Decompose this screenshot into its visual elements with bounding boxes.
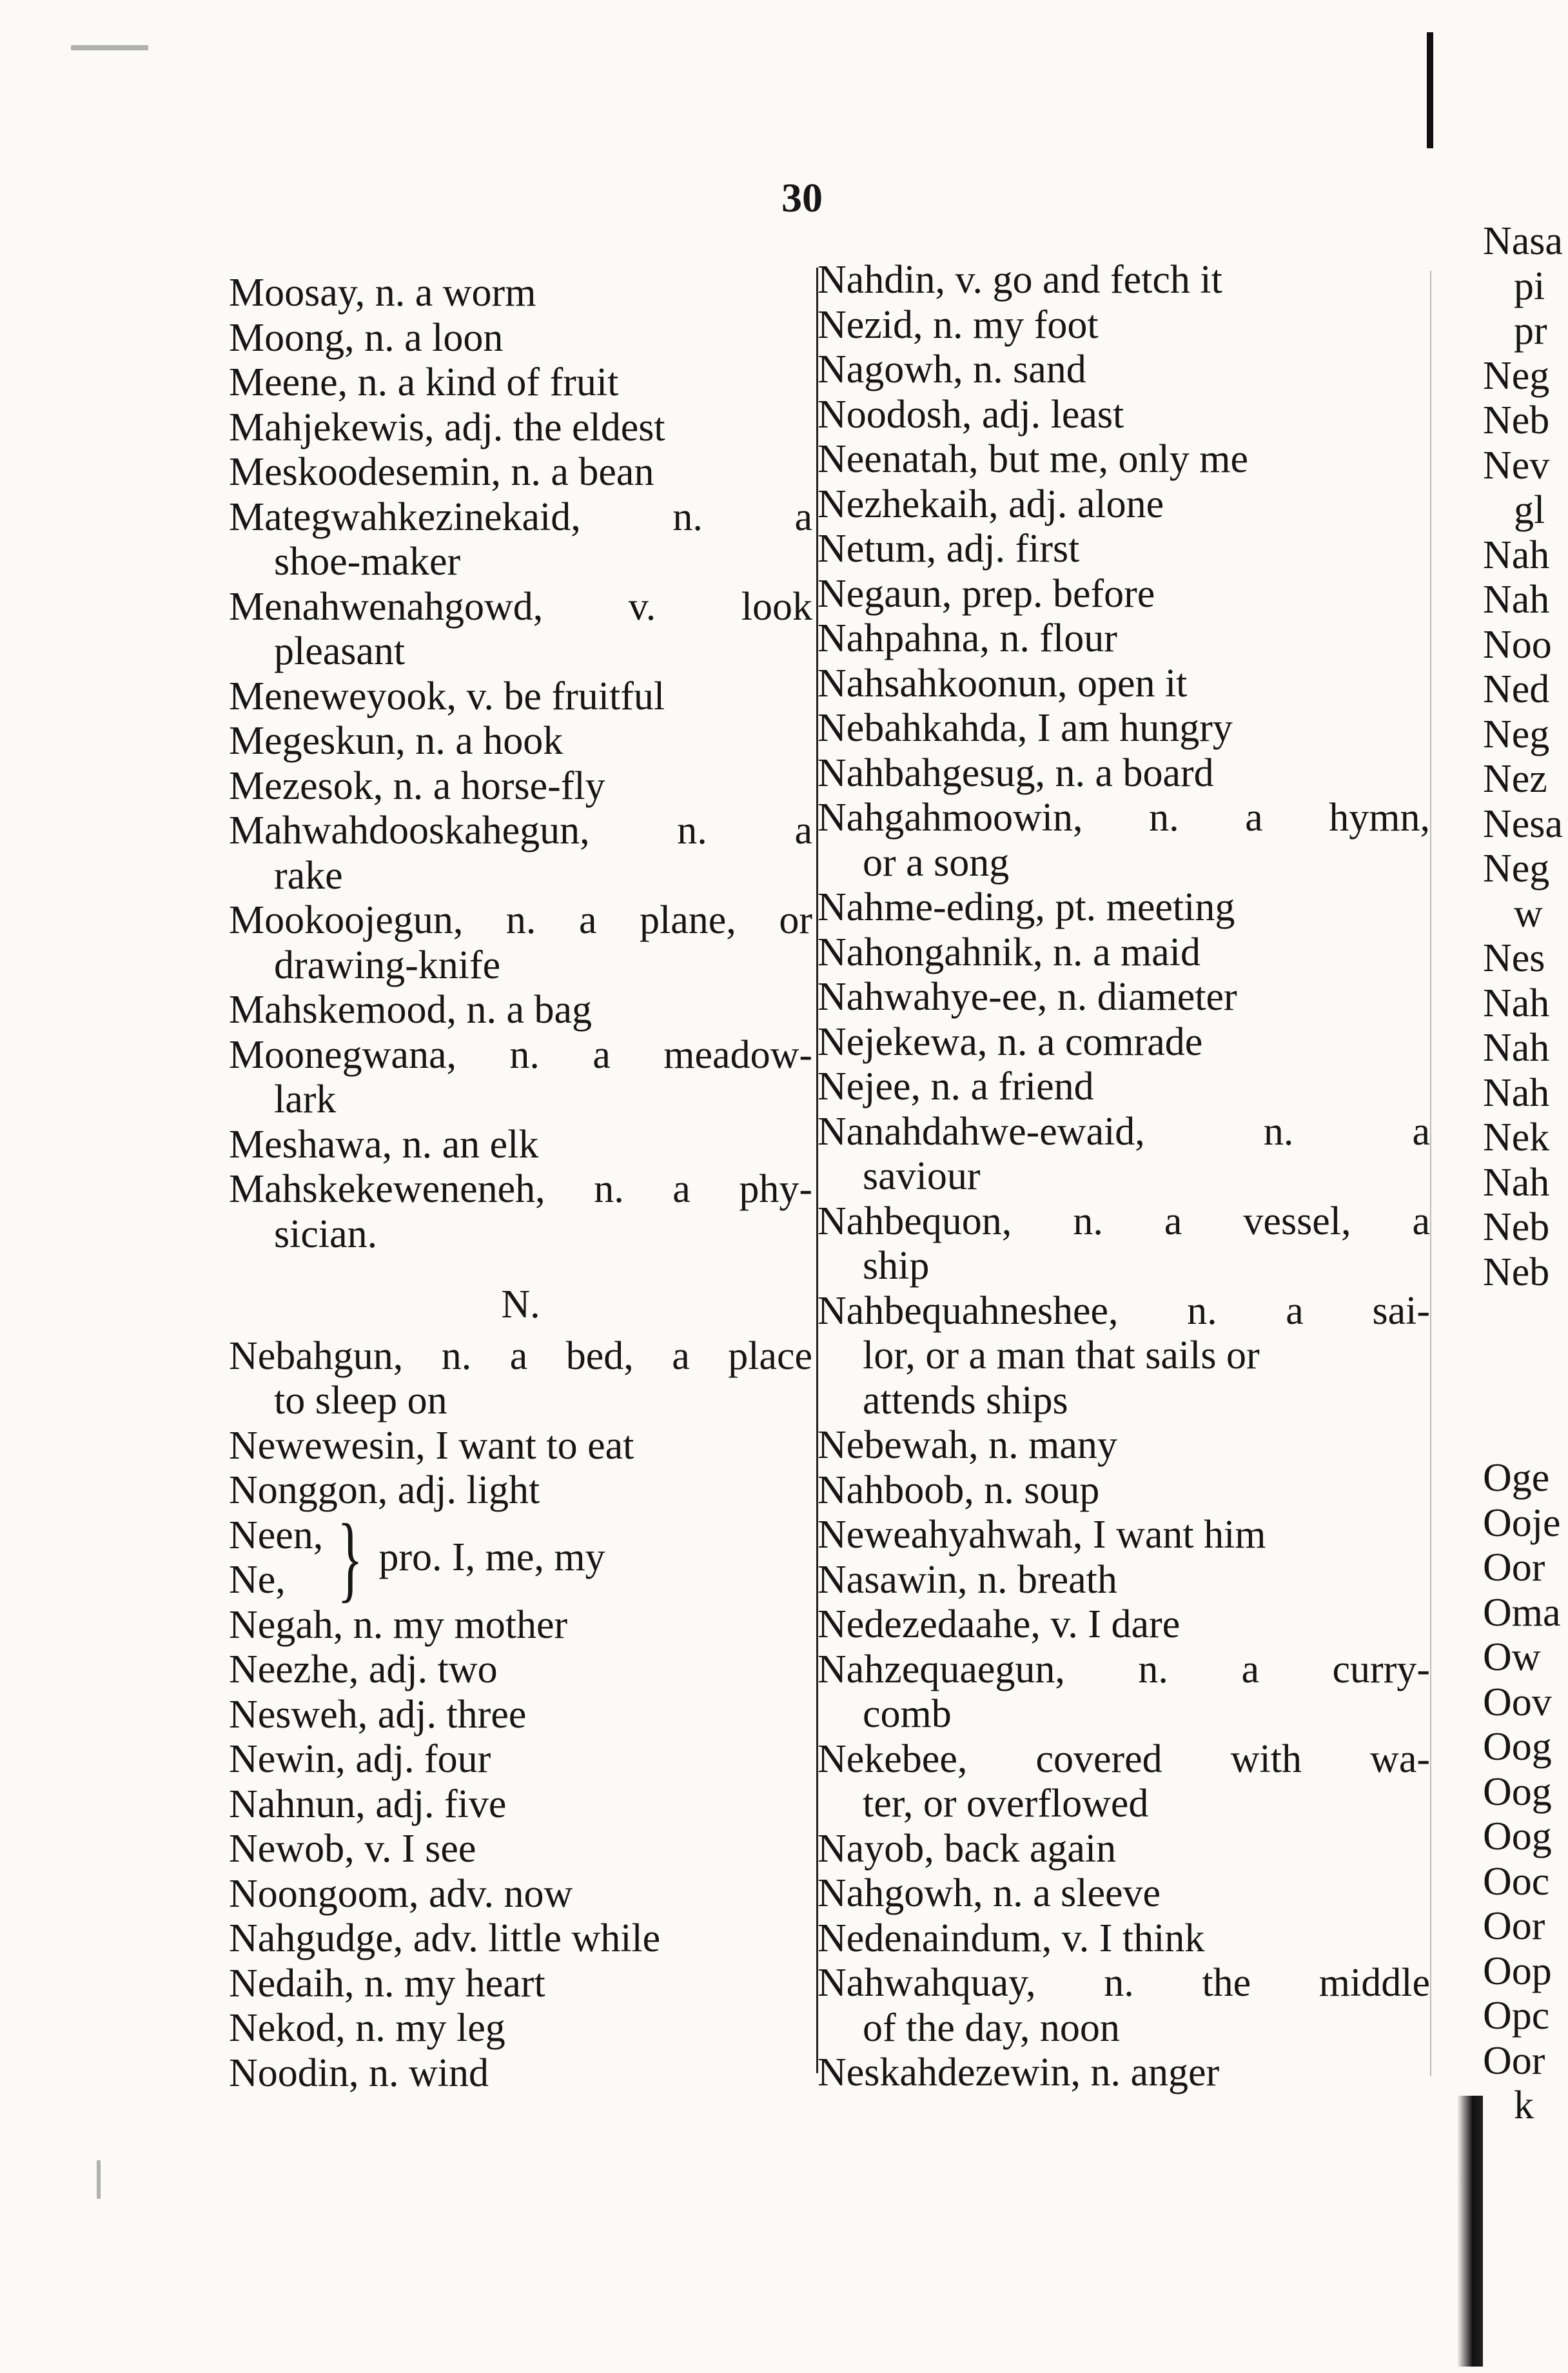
dictionary-entry: [818, 1199, 1430, 1289]
dictionary-entry: [818, 662, 1430, 707]
fragment-entry: Noo: [1483, 622, 1552, 667]
dictionary-entry: [818, 1558, 1430, 1603]
entry-text: Nahzequaegun, n. a curry-: [818, 1647, 1430, 1691]
dictionary-entry: [229, 1648, 812, 1693]
dictionary-entry: [229, 495, 812, 585]
fragment-entry: Nah: [1483, 533, 1550, 577]
entry-continuation: lor, or a man that sails or: [863, 1334, 1260, 1377]
brace-entry: [229, 1504, 812, 1611]
entry-continuation: to sleep on: [274, 1379, 447, 1423]
fragment-entry: Nah: [1483, 1160, 1550, 1205]
dictionary-entry: [229, 1693, 812, 1738]
dictionary-entry: [818, 1602, 1430, 1648]
fragment-entry: Oop: [1483, 1949, 1552, 1993]
fragment-entry: Ned: [1483, 667, 1550, 711]
dictionary-entry: [229, 1033, 812, 1123]
dictionary-entry: [818, 1648, 1430, 1737]
dictionary-entry: [818, 1513, 1430, 1558]
entry-continuation: attends ships: [863, 1378, 1068, 1423]
dictionary-entry: [229, 1603, 812, 1648]
dictionary-entry: [818, 975, 1430, 1020]
fragment-entry: Oog: [1483, 1815, 1552, 1858]
ink-smudge: [97, 2160, 101, 2199]
entry-text: Nahdin, v. go and fetch it: [818, 258, 1222, 302]
entry-text: Newob, v. I see: [229, 1827, 476, 1871]
entry-text: Neenatah, but me, only me: [818, 437, 1249, 481]
dictionary-entry: [818, 885, 1430, 930]
fragment-entry: Oge: [1483, 1456, 1550, 1500]
brace-word-1: Neen,: [229, 1513, 324, 1557]
dictionary-entry: [818, 258, 1430, 303]
dictionary-entry: [818, 1423, 1430, 1468]
entry-text: Nahme-eding, pt. meeting: [818, 885, 1235, 929]
entry-text: Menahwenahgowd, v. look: [229, 584, 812, 629]
dictionary-entry: [818, 437, 1430, 482]
dictionary-entry: [818, 796, 1430, 885]
fragment-entry: Oov: [1483, 1680, 1552, 1724]
fragment-entry: gl: [1514, 488, 1545, 532]
entry-text: Mahjekewis, adj. the eldest: [229, 405, 665, 449]
dictionary-entry: [818, 1289, 1430, 1424]
dictionary-entry: [229, 271, 812, 316]
dictionary-entry: [818, 303, 1430, 348]
dictionary-entry: [818, 616, 1430, 662]
dictionary-entry: [229, 2051, 812, 2096]
entry-text: Nanahdahwe-ewaid, n. a: [818, 1109, 1430, 1154]
entry-text: Nahwahye-ee, n. diameter: [818, 975, 1237, 1019]
dictionary-entry: [818, 1871, 1430, 1916]
dictionary-entry: [229, 1782, 812, 1827]
dictionary-entry: [229, 674, 812, 720]
dictionary-entry: [229, 1962, 812, 2007]
entry-text: Nayob, back again: [818, 1826, 1117, 1871]
entry-continuation: lark: [274, 1078, 337, 1121]
dictionary-entry: [818, 1827, 1430, 1872]
dictionary-entry: [818, 706, 1430, 751]
entry-text: Noongoom, adv. now: [229, 1871, 573, 1916]
dictionary-entry: [229, 360, 812, 406]
dictionary-entry: [229, 1424, 812, 1469]
fragment-entry: Neg: [1483, 712, 1550, 756]
entry-text: Nahsahkoonun, open it: [818, 661, 1188, 705]
dictionary-entry: [818, 930, 1430, 976]
entry-continuation: sician.: [274, 1212, 378, 1256]
entry-text: Meene, n. a kind of fruit: [229, 360, 619, 404]
dictionary-entry: [818, 1110, 1430, 1199]
fragment-entry: Neg: [1483, 353, 1550, 398]
entry-text: Meshawa, n. an elk: [229, 1122, 539, 1167]
fragment-entry: Nez: [1483, 757, 1547, 801]
fragment-entry: Neb: [1483, 1205, 1550, 1249]
entry-text: Moong, n. a loon: [229, 315, 504, 360]
fragment-entry: Nes: [1483, 936, 1545, 980]
entry-continuation: ship: [863, 1244, 930, 1288]
dictionary-entry: [229, 1334, 812, 1424]
dictionary-entry: [818, 1961, 1430, 2051]
entry-text: Nahbequahneshee, n. a sai-: [818, 1288, 1430, 1333]
fragment-entry: Nasa: [1483, 219, 1563, 263]
entry-text: Negah, n. my mother: [229, 1602, 568, 1647]
entry-text: Netum, adj. first: [818, 527, 1080, 571]
fragment-entry: Oor: [1483, 1904, 1545, 1948]
entry-continuation: comb: [863, 1692, 952, 1736]
entry-text: Nahongahnik, n. a maid: [818, 930, 1201, 974]
fragment-entry: Ooc: [1483, 1859, 1550, 1904]
fragment-entry: Nah: [1483, 1070, 1550, 1115]
fragment-entry: Ow: [1483, 1635, 1541, 1679]
entry-text: Meneweyook, v. be fruitful: [229, 674, 665, 718]
entry-text: Neweahyahwah, I want him: [818, 1513, 1266, 1557]
entries-n-part2: [229, 1603, 812, 2096]
dictionary-entry: [229, 1737, 812, 1782]
dictionary-entry: [229, 1123, 812, 1168]
entry-text: Nejee, n. a friend: [818, 1065, 1094, 1108]
dictionary-entry: [818, 1916, 1430, 1962]
entry-text: Newewesin, I want to eat: [229, 1423, 634, 1468]
fragment-entry: Oor: [1483, 2038, 1545, 2083]
entry-continuation: pleasant: [274, 629, 406, 673]
entry-text: Moosay, n. a worm: [229, 271, 536, 315]
entry-text: Megeskun, n. a hook: [229, 719, 564, 763]
entry-text: Nagowh, n. sand: [818, 348, 1086, 391]
ink-smudge: [71, 45, 148, 50]
entry-text: Nasawin, n. breath: [818, 1557, 1117, 1602]
dictionary-entry: [229, 1167, 812, 1257]
entry-text: Nebahkahda, I am hungry: [818, 706, 1233, 750]
section-gap: [1483, 1295, 1568, 1456]
entry-text: Meskoodesemin, n. a bean: [229, 450, 654, 494]
dictionary-entry: [229, 764, 812, 809]
entry-text: Nedenaindum, v. I think: [818, 1916, 1205, 1960]
entry-text: Nahbahgesug, n. a board: [818, 751, 1214, 795]
dictionary-entry: [818, 2051, 1430, 2096]
entry-text: Mahskekeweneneh, n. a phy-: [229, 1167, 812, 1211]
entry-text: Nonggon, adj. light: [229, 1468, 540, 1512]
entry-text: Nahnun, adj. five: [229, 1782, 507, 1826]
fragment-entry: Nek: [1483, 1116, 1550, 1159]
fragment-entry: pi: [1514, 264, 1545, 308]
entry-text: Negaun, prep. before: [818, 571, 1155, 616]
column-middle: [818, 258, 1430, 2096]
dictionary-entry: [229, 2006, 812, 2051]
entry-text: Mezesok, n. a horse-fly: [229, 763, 605, 808]
entry-continuation: ter, or overflowed: [863, 1782, 1149, 1826]
dictionary-entry: [229, 1872, 812, 1917]
entries-m: [229, 271, 812, 1257]
fragment-entry: pr: [1514, 309, 1547, 353]
dictionary-entry: [818, 1737, 1430, 1827]
column-left: [229, 271, 812, 2096]
entry-text: Nezid, n. my foot: [818, 302, 1099, 347]
entry-text: Nahgahmoowin, n. a hymn,: [818, 796, 1430, 840]
entry-text: Nahboob, n. soup: [818, 1468, 1100, 1512]
dictionary-entry: [818, 1065, 1430, 1110]
entry-text: Moonegwana, n. a meadow-: [229, 1032, 812, 1077]
page-number: 30: [781, 175, 823, 221]
entry-continuation: shoe-maker: [274, 540, 461, 584]
dictionary-entry: [818, 482, 1430, 527]
entry-text: Nahpahna, n. flour: [818, 616, 1117, 660]
entry-text: Noodin, n. wind: [229, 2051, 489, 2095]
entry-continuation: of the day, noon: [863, 2005, 1120, 2050]
brace-definition: pro. I, me, my: [378, 1535, 605, 1580]
dictionary-entry: [229, 988, 812, 1033]
dictionary-entry: [229, 898, 812, 988]
entry-text: Nedezedaahe, v. I dare: [818, 1602, 1181, 1646]
entry-text: Neezhe, adj. two: [229, 1648, 498, 1691]
entry-text: Neskahdezewin, n. anger: [818, 2051, 1220, 2094]
fragment-entry: Oma: [1483, 1590, 1561, 1635]
dictionary-entry: [818, 527, 1430, 572]
dictionary-entry: [229, 719, 812, 764]
fragment-entry: Nah: [1483, 1026, 1550, 1070]
dictionary-entry: [229, 1827, 812, 1872]
fragment-entry: w: [1514, 891, 1543, 936]
entry-text: Nekebee, covered with wa-: [818, 1737, 1430, 1781]
dictionary-entry: [229, 1468, 812, 1513]
entry-text: Mategwahkezinekaid, n. a: [229, 495, 812, 539]
fragment-entry: Nev: [1483, 443, 1550, 487]
fragment-entry: Nesa: [1483, 802, 1563, 846]
dictionary-entry: [229, 316, 812, 361]
dictionary-entry: [818, 1020, 1430, 1065]
entry-text: Mahskemood, n. a bag: [229, 988, 593, 1032]
dictionary-entry: [818, 393, 1430, 438]
entry-text: Nejekewa, n. a comrade: [818, 1019, 1203, 1064]
fragment-entry: Ooje: [1483, 1501, 1561, 1545]
dictionary-entry: [818, 572, 1430, 617]
entry-text: Nebewah, n. many: [818, 1423, 1117, 1467]
binding-edge-shadow: [1457, 2096, 1483, 2367]
entry-text: Mookoojegun, n. a plane, or: [229, 898, 812, 942]
fragment-entry: k: [1514, 2083, 1534, 2127]
fragment-entry: Nah: [1483, 981, 1550, 1025]
fragment-entry: Oog: [1483, 1769, 1552, 1814]
entry-text: Nedaih, n. my heart: [229, 1961, 545, 2005]
fragment-entry: Neg: [1483, 847, 1550, 891]
dictionary-entry: [229, 450, 812, 495]
entry-text: Nahgudge, adv. little while: [229, 1916, 661, 1960]
dictionary-entry: [229, 1916, 812, 1962]
entry-text: Nahgowh, n. a sleeve: [818, 1871, 1161, 1915]
fragment-entry: Neb: [1483, 399, 1550, 442]
curly-brace-icon: }: [337, 1504, 364, 1611]
fragment-entry: Opc: [1483, 1994, 1550, 2038]
entry-text: Mahwahdooskahegun, n. a: [229, 809, 812, 852]
dictionary-entry: [818, 751, 1430, 796]
entry-text: Nahbequon, n. a vessel, a: [818, 1199, 1430, 1243]
dictionary-entry: [229, 809, 812, 898]
entry-continuation: drawing-knife: [274, 943, 501, 987]
fragment-entry: Oor: [1483, 1546, 1545, 1590]
fragment-entry: Nah: [1483, 578, 1550, 622]
entry-text: Noodosh, adj. least: [818, 392, 1124, 437]
section-heading-n: N.: [501, 1283, 540, 1326]
entry-text: Nezhekaih, adj. alone: [818, 482, 1164, 526]
gutter-rule: [1430, 271, 1431, 2076]
fragment-entry: Oog: [1483, 1725, 1552, 1769]
entry-text: Nesweh, adj. three: [229, 1692, 527, 1737]
dictionary-entry: [818, 1468, 1430, 1513]
dictionary-entry: [818, 348, 1430, 393]
column-right-fragment: [1483, 219, 1568, 2129]
entry-text: Nahwahquay, n. the middle: [818, 1961, 1430, 2005]
dictionary-entry: [229, 406, 812, 451]
entry-continuation: saviour: [863, 1154, 981, 1198]
dictionary-entry: [229, 585, 812, 674]
entry-continuation: or a song: [863, 840, 1010, 885]
entry-text: Newin, adj. four: [229, 1737, 491, 1781]
brace-word-2: Ne,: [229, 1558, 286, 1602]
entry-text: Nekod, n. my leg: [229, 2006, 505, 2050]
entry-text: Nebahgun, n. a bed, a place: [229, 1334, 812, 1378]
entry-continuation: rake: [274, 853, 343, 898]
entries-n-part1: [229, 1334, 812, 1513]
fragment-entry: Neb: [1483, 1250, 1550, 1294]
binding-edge-mark: [1427, 32, 1433, 148]
